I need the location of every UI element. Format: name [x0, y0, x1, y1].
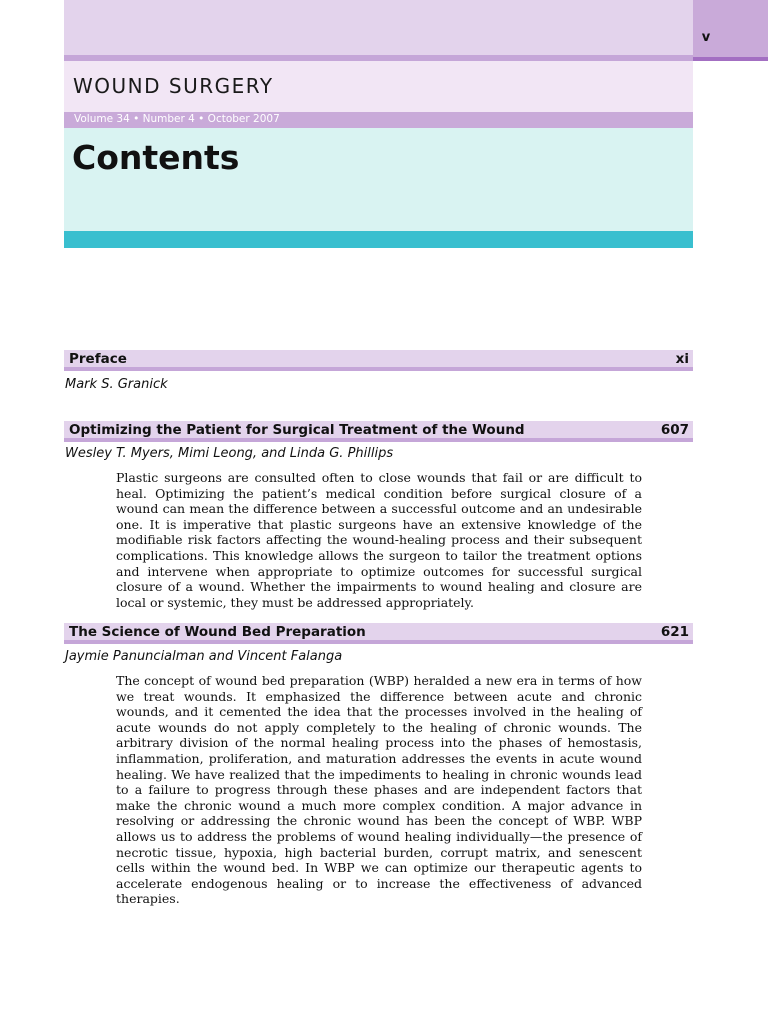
journal-title: WOUND SURGERY	[73, 74, 274, 98]
toc-entry-abstract: Plastic surgeons are consulted often to close wounds that fail or are difficult to heal. Optimizing the patient’s medical condition before surgical closure of a wound can mean the difference between a successful outcome and an undesirable one. It is imperative that plastic surgeons have an extensive knowledge of the modifiable risk factors affecting the wound-healing process and their subsequent complications. This knowledge allows the surgeon to tailor the treatment options and intervene when appropriate to optimize outcomes for successful surgical closure of a wound. Whether the impairments to wound healing and closure are local or systemic, they must be addressed appropriately.	[116, 470, 642, 610]
page-number: v	[701, 30, 711, 45]
page-title: Contents	[72, 138, 240, 177]
toc-entry-page: 607	[660, 422, 689, 438]
page-number-tab-rule	[693, 57, 768, 61]
toc-entry-title: The Science of Wound Bed Preparation	[69, 624, 366, 640]
toc-entry-wound-bed-preparation[interactable]	[64, 623, 693, 644]
toc-entry-authors: Jaymie Panuncialman and Vincent Falanga	[65, 649, 343, 664]
toc-entry-page: 621	[660, 624, 689, 640]
toc-entry-optimizing-patient[interactable]	[64, 421, 693, 442]
toc-entry-title: Preface	[69, 351, 127, 367]
toc-entry-preface[interactable]	[64, 350, 693, 371]
page-number-tab	[693, 0, 768, 57]
toc-entry-authors: Mark S. Granick	[65, 377, 168, 392]
toc-entry-title: Optimizing the Patient for Surgical Treatment of the Wound	[69, 422, 525, 438]
toc-entry-page: xi	[675, 351, 689, 367]
toc-entry-abstract: The concept of wound bed preparation (WBP) heralded a new era in terms of how we treat wounds. It emphasized the difference between acute and chronic wounds, and it cemented the idea that the processes involved in the healing of acute wounds do not apply completely to the healing of chronic wounds. The arbitrary division of the normal healing process into the phases of hemostasis, inflammation, proliferation, and maturation addresses the events in acute wound healing. We have realized that the impediments to healing in chronic wounds lead to a failure to progress through these phases and are independent factors that make the chronic wound a much more complex condition. A major advance in resolving or addressing the chronic wound has been the concept of WBP. WBP allows us to address the problems of wound healing individually—the presence of necrotic tissue, hypoxia, high bacterial burden, corrupt matrix, and senescent cells within the wound bed. In WBP we can optimize our therapeutic agents to accelerate endogenous healing or to increase the effectiveness of advanced therapies.	[116, 673, 642, 907]
toc-entry-authors: Wesley T. Myers, Mimi Leong, and Linda G. Phillips	[65, 446, 394, 461]
issue-line: Volume 34 • Number 4 • October 2007	[74, 113, 280, 125]
teal-divider-bar	[64, 231, 693, 248]
header-top-band	[64, 0, 693, 55]
